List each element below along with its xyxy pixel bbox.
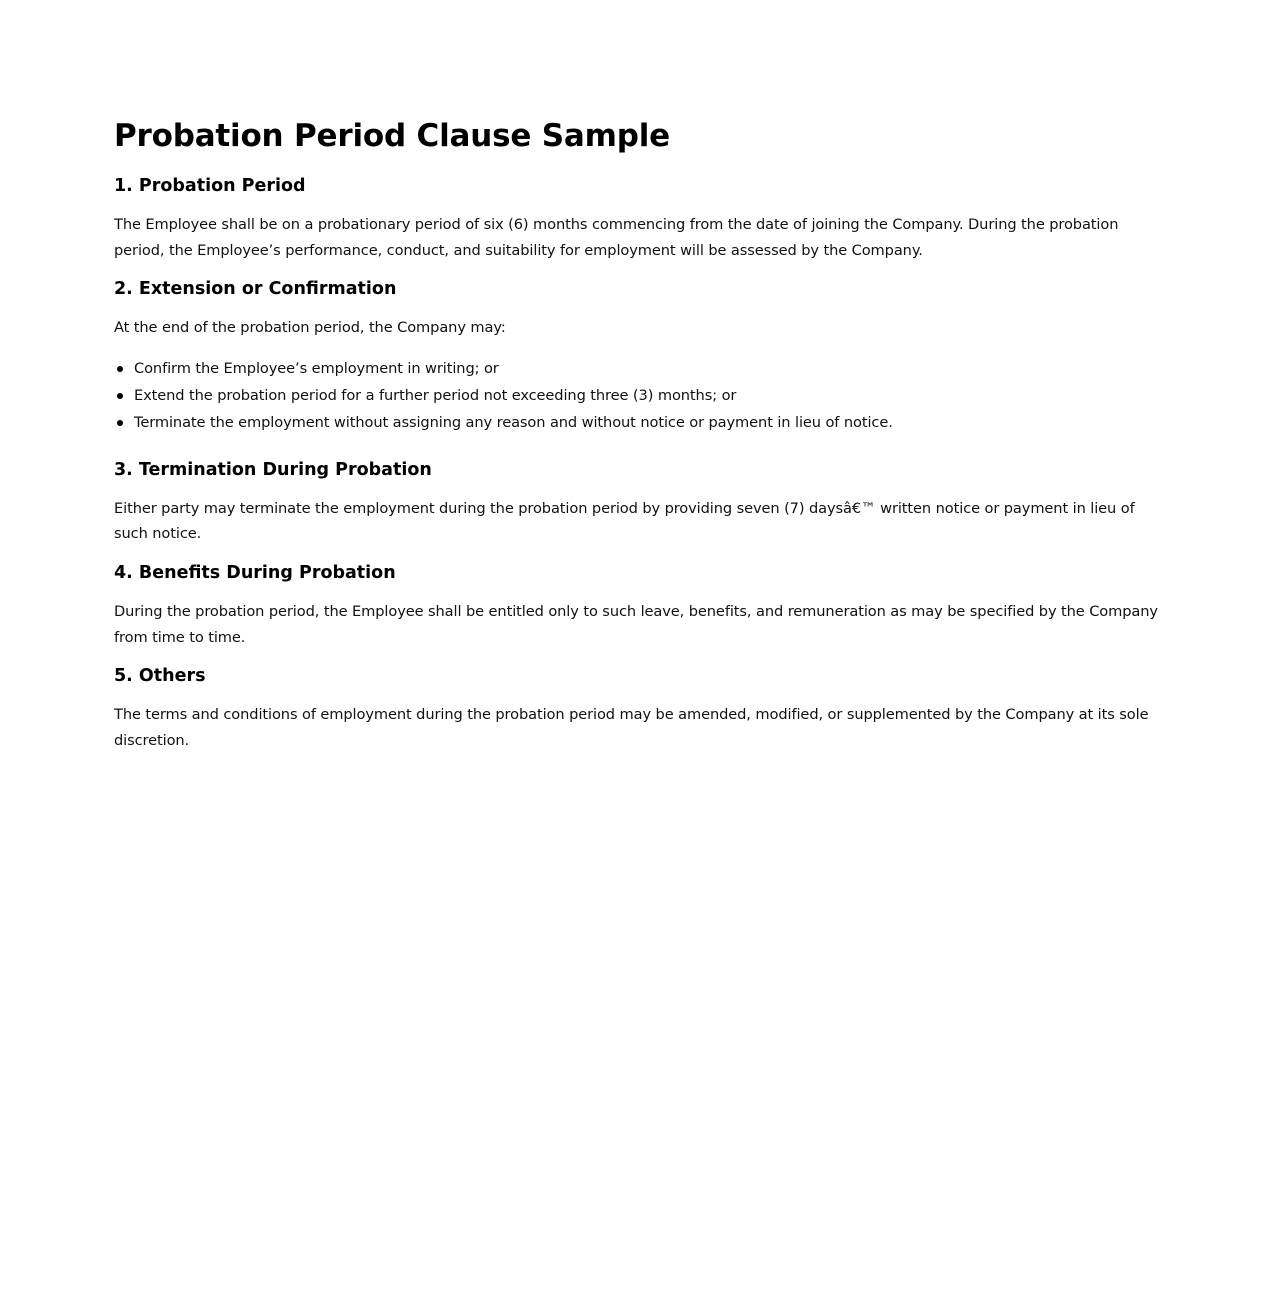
section-paragraph: Either party may terminate the employment during the probation period by providing seven (7) daysâ€™ written notice or payment in lieu of such notice. — [114, 499, 1135, 543]
section-heading: 5. Others — [114, 666, 206, 687]
section-heading: 1. Probation Period — [114, 176, 306, 196]
section-heading: 4. Benefits During Probation — [114, 562, 396, 583]
section-benefits-during-probation — [114, 561, 1164, 650]
section-paragraph: During the probation period, the Employee shall be entitled only to such leave, benefits, and remuneration as may be specified by the Company from time to time. — [114, 602, 1158, 646]
section-heading: 3. Termination During Probation — [114, 459, 432, 480]
section-heading: 2. Extension or Confirmation — [114, 279, 397, 300]
options-list — [114, 355, 1164, 436]
section-paragraph: The Employee shall be on a probationary period of six (6) months commencing from the date of joining the Company. During the probation period, the Employee’s performance, conduct, and suitability for employment will be assessed by the Company. — [114, 216, 1119, 259]
section-paragraph: At the end of the probation period, the Company may: — [114, 319, 506, 337]
list-item: Confirm the Employee’s employment in writing; or — [134, 355, 1164, 382]
section-probation-period — [114, 174, 1164, 263]
section-others — [114, 664, 1164, 753]
list-item: Terminate the employment without assigning any reason and without notice or payment in lieu of notice. — [134, 409, 1164, 436]
document — [114, 114, 1164, 767]
page-title: Probation Period Clause Sample — [114, 118, 670, 154]
section-paragraph: The terms and conditions of employment during the probation period may be amended, modified, or supplemented by the Company at its sole discretion. — [114, 706, 1149, 749]
section-extension-or-confirmation — [114, 277, 1164, 436]
section-termination-during-probation — [114, 458, 1164, 547]
list-item: Extend the probation period for a further period not exceeding three (3) months; or — [134, 382, 1164, 409]
